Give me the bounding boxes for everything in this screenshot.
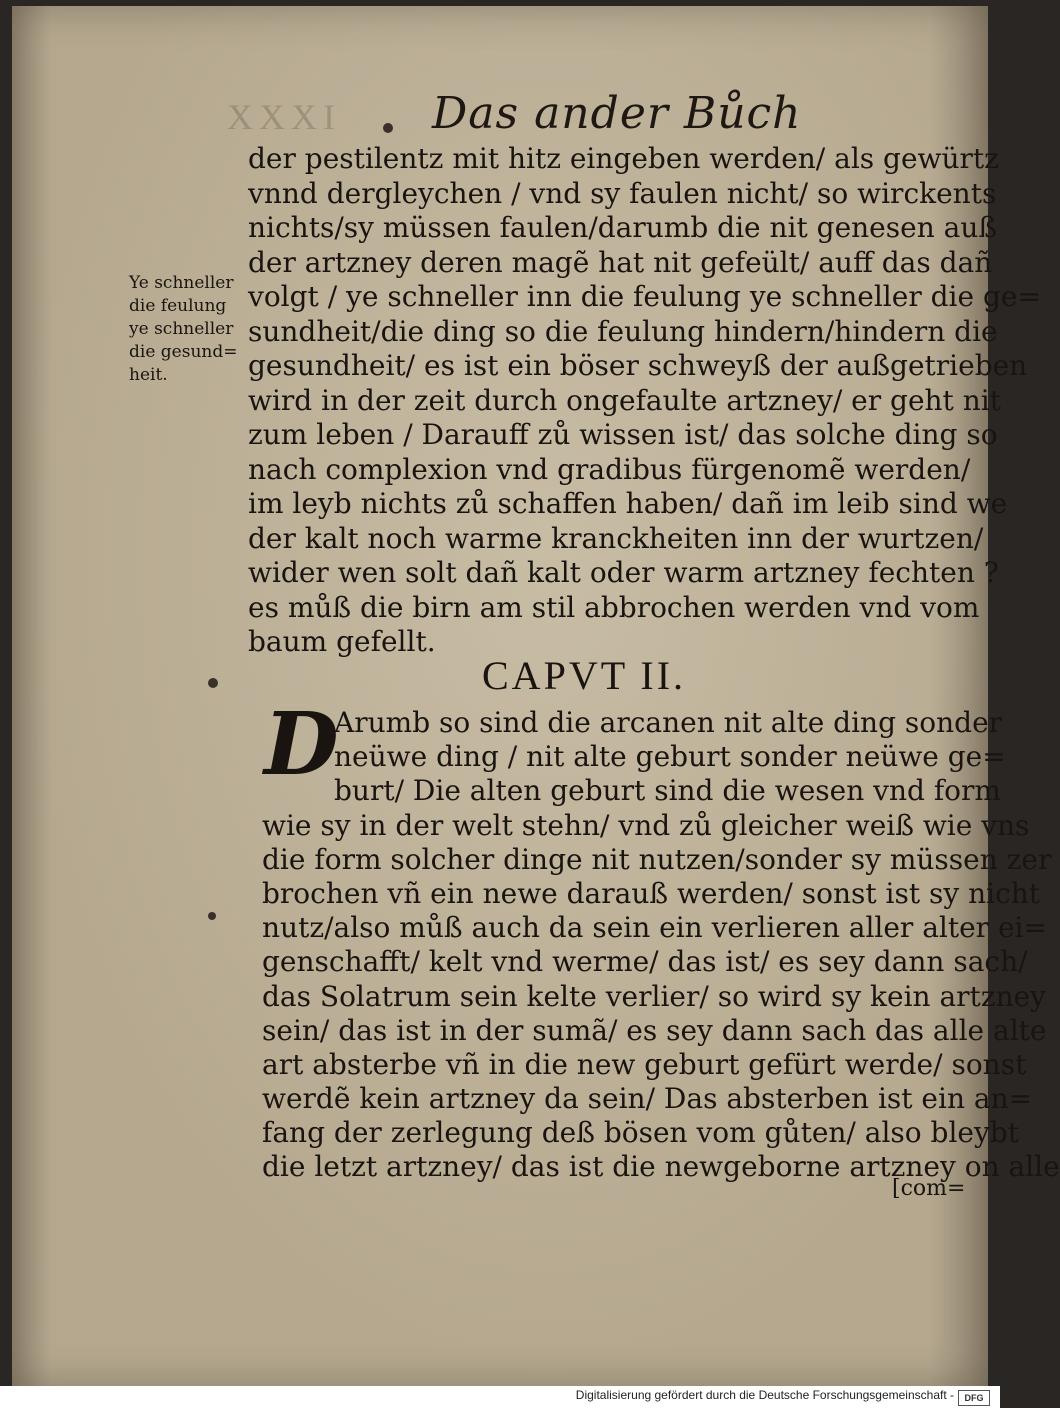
text-line: burt/ Die alten geburt sind die wesen vnd form	[334, 774, 1001, 808]
text-line: der kalt noch warme kranckheiten inn der wurtzen/	[248, 521, 984, 555]
margin-note	[129, 272, 251, 387]
body-paragraph	[248, 142, 1041, 660]
decorated-initial: D	[264, 694, 339, 795]
running-header: Das ander Bůch	[432, 88, 802, 139]
text-line: sundheit/die ding so die feulung hindern/hindern die	[248, 314, 998, 348]
text-line: fang der zerlegung deß bösen vom gůten/ also bleybt	[262, 1116, 1019, 1150]
dfg-logo: DFG	[958, 1390, 990, 1406]
text-line: im leyb nichts zů schaffen haben/ dañ im leib sind we	[248, 487, 1008, 520]
text-line: gesundheit/ es ist ein böser schweyß der außgetrieben	[248, 349, 1028, 382]
text-line: sein/ das ist in der sumã/ es sey dann sach das alle alte	[262, 1013, 1047, 1047]
margin-note-line: heit.	[129, 365, 168, 385]
margin-note-line: Ye schneller	[129, 273, 234, 293]
margin-note-line: ye schneller	[129, 319, 234, 339]
digitization-footer	[0, 1386, 1000, 1408]
text-line: die form solcher dinge nit nutzen/sonder sy müssen zer	[262, 842, 1052, 876]
printer-dot	[208, 678, 218, 688]
printer-dot	[383, 123, 393, 133]
text-line: das Solatrum sein kelte verlier/ so wird sy kein artzney	[262, 979, 1046, 1013]
text-line: wie sy in der welt stehn/ vnd zů gleicher weiß wie vns	[262, 808, 1030, 842]
margin-note-line: die feulung	[129, 296, 227, 316]
text-line: zum leben / Darauff zů wissen ist/ das solche ding so	[248, 418, 998, 451]
text-line: vnnd dergleychen / vnd sy faulen nicht/ so wirckents	[248, 176, 997, 210]
text-line: nutz/also můß auch da sein ein verlieren aller alter ei=	[262, 911, 1047, 945]
text-line: brochen vñ ein newe darauß werden/ sonst ist sy nicht	[262, 876, 1041, 910]
text-line: Arumb so sind die arcanen nit alte ding sonder	[334, 706, 1003, 739]
text-line: wider wen solt dañ kalt oder warm artzney fechten ?	[248, 556, 999, 589]
text-line: nach complexion vnd gradibus fürgenomẽ werden/	[248, 452, 971, 486]
text-line: der pestilentz mit hitz eingeben werden/ als gewürtz	[248, 142, 999, 175]
text-line: baum gefellt.	[248, 625, 436, 658]
text-line: die letzt artzney/ das ist die newgeborne artzney on alle	[262, 1150, 1060, 1184]
text-line: nichts/sy müssen faulen/darumb die nit genesen auß	[248, 211, 998, 244]
text-line: neüwe ding / nit alte geburt sonder neüwe ge=	[334, 740, 1006, 774]
text-line: es můß die birn am stil abbrochen werden vnd vom	[248, 590, 980, 624]
catchword: [com=	[892, 1176, 966, 1201]
chapter-heading: CAPVT II.	[482, 653, 687, 698]
bleed-through-folio: XXXI	[227, 97, 341, 137]
footer-credit: Digitalisierung gefördert durch die Deutsche Forschungsgemeinschaft -	[575, 1388, 954, 1402]
chapter-paragraph	[262, 694, 1060, 1185]
text-line: werdẽ kein artzney da sein/ Das absterben ist ein an=	[262, 1082, 1033, 1116]
printer-dot	[208, 912, 216, 920]
text-line: genschafft/ kelt vnd werme/ das ist/ es sey dann sach/	[262, 945, 1028, 979]
margin-note-line: die gesund=	[129, 342, 238, 362]
text-line: volgt / ye schneller inn die feulung ye schneller die ge=	[248, 280, 1041, 313]
text-line: der artzney deren magẽ hat nit gefeült/ auff das dañ	[248, 245, 993, 279]
book-page	[12, 6, 1060, 1386]
text-line: wird in der zeit durch ongefaulte artzney/ er geht nit	[248, 383, 1001, 417]
text-line: art absterbe vñ in die new geburt gefürt werde/ sonst	[262, 1047, 1027, 1081]
